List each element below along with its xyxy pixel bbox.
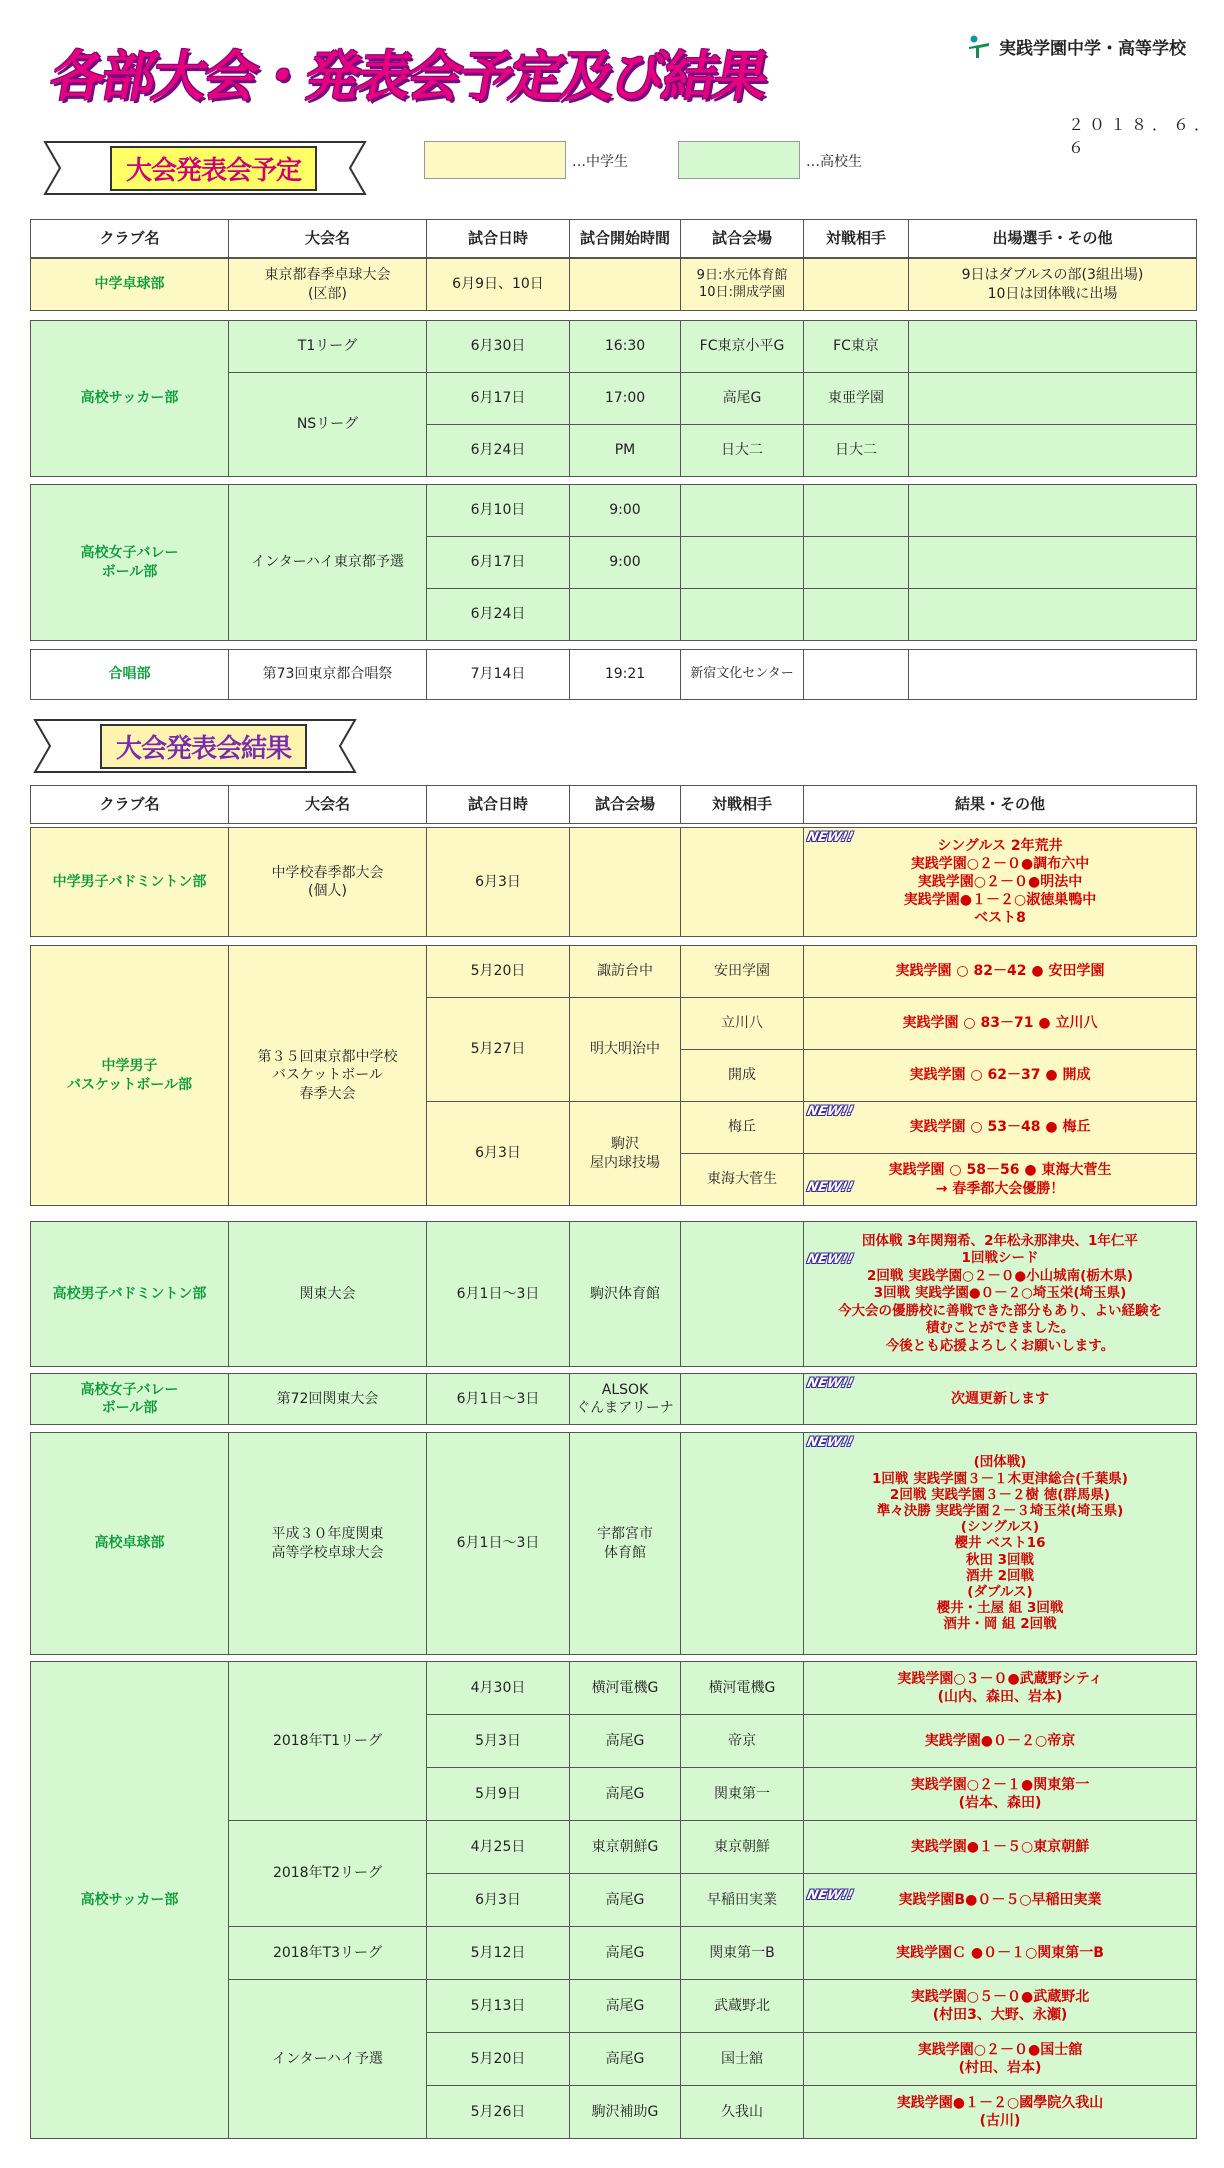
new-badge: NEW!! [805,1888,855,1903]
opponent: 立川八 [681,998,804,1050]
note: 9日はダブルスの部(3組出場) 10日は団体戦に出場 [909,259,1197,311]
result [804,1374,1197,1425]
school-name: 実践学園中学・高等学校 [999,38,1186,59]
col-result: 結果・その他 [804,786,1197,824]
opponent: 横河電機G [681,1662,804,1715]
results-banner [30,718,360,774]
event-name: 2018年T3リーグ [229,1927,427,1980]
opponent: 早稲田実業 [681,1874,804,1927]
venue: ALSOK ぐんまアリーナ [570,1374,681,1425]
opponent [804,259,909,311]
match-date: 5月13日 [427,1980,570,2033]
col-venue: 試合会場 [570,786,681,824]
new-badge: NEW!! [805,1180,855,1195]
club-name: 高校サッカー部 [31,1662,229,2139]
venue: 宇都宮市 体育館 [570,1433,681,1655]
result-ms-badminton [30,827,1197,937]
match-date: 6月1日～3日 [427,1433,570,1655]
venue [681,537,804,589]
event-name: NSリーグ [229,373,427,477]
result: 実践学園○２－０●国士舘 (村田、岩本) [804,2033,1197,2086]
club-name: 中学卓球部 [31,259,229,311]
match-date: 5月27日 [427,998,570,1102]
start-time: 17:00 [570,373,681,425]
legend-ms-label: …中学生 [572,154,628,170]
event-name: 平成３０年度関東 高等学校卓球大会 [229,1433,427,1655]
venue: 東京朝鮮G [570,1821,681,1874]
start-time [570,259,681,311]
result [804,828,1197,937]
venue: 駒沢補助G [570,2086,681,2139]
venue: 日大二 [681,425,804,477]
opponent: 梅丘 [681,1102,804,1154]
result-hs-volleyball [30,1373,1197,1425]
col-date: 試合日時 [427,786,570,824]
result: 実践学園○５－０●武蔵野北 (村田3、大野、永瀬) [804,1980,1197,2033]
venue: 9日:水元体育館 10日:開成学園 [681,259,804,311]
result-hs-soccer [30,1661,1197,2139]
start-time: PM [570,425,681,477]
venue: 高尾G [570,1874,681,1927]
venue: 横河電機G [570,1662,681,1715]
note [909,537,1197,589]
new-badge: NEW!! [805,1104,855,1119]
opponent: 関東第一 [681,1768,804,1821]
match-date: 6月1日～3日 [427,1374,570,1425]
opponent [804,485,909,537]
venue: 高尾G [681,373,804,425]
event-name: 第72回関東大会 [229,1374,427,1425]
opponent: 帝京 [681,1715,804,1768]
club-name: 高校卓球部 [31,1433,229,1655]
match-date: 6月17日 [427,373,570,425]
match-date: 5月12日 [427,1927,570,1980]
col-note: 出場選手・その他 [909,220,1197,258]
results-header-table [30,785,1197,824]
club-name: 高校女子バレー ボール部 [31,1374,229,1425]
result-text: (団体戦) 1回戦 実践学園３－１木更津総合(千葉県) 2回戦 実践学園３－２樹 徳(群馬県) 準々決勝 実践学園２－３埼玉栄(埼玉県) (シングルス) 櫻井 ベスト16 秋田 3回戦 酒井 2回戦 (ダブルス) 櫻井・土屋 組 3回戦 酒井・岡 組 2回戦 [872,1454,1128,1633]
note [909,321,1197,373]
page-title: 各部大会・発表会予定及び結果 [45,45,771,108]
venue: 諏訪台中 [570,946,681,998]
match-date: 5月20日 [427,2033,570,2086]
result: 実践学園●１－５○東京朝鮮 [804,1821,1197,1874]
note [909,650,1197,700]
new-badge: NEW!! [805,1435,855,1450]
match-date: 6月30日 [427,321,570,373]
match-date: 6月10日 [427,485,570,537]
note [909,485,1197,537]
result: 実践学園○３－０●武蔵野シティ (山内、森田、岩本) [804,1662,1197,1715]
start-time: 9:00 [570,485,681,537]
match-date: 6月24日 [427,589,570,641]
result-text: 次週更新します [951,1390,1049,1407]
legend-ms-swatch [424,141,566,179]
result [804,1433,1197,1655]
event-name: 関東大会 [229,1222,427,1367]
schedule-header-table [30,219,1197,258]
venue [570,828,681,937]
result: 実践学園●０－２○帝京 [804,1715,1197,1768]
result: 実践学園○２－１●関東第一 (岩本、森田) [804,1768,1197,1821]
event-name: 2018年T2リーグ [229,1821,427,1927]
match-date: 6月3日 [427,1874,570,1927]
result [804,1222,1197,1367]
match-date: 4月30日 [427,1662,570,1715]
match-date: 6月3日 [427,1102,570,1206]
start-time: 9:00 [570,537,681,589]
opponent: FC東京 [804,321,909,373]
club-name: 中学男子 バスケットボール部 [31,946,229,1206]
opponent: 日大二 [804,425,909,477]
result: 実践学園Ｃ ●０－１○関東第一B [804,1927,1197,1980]
event-name: 第73回東京都合唱祭 [229,650,427,700]
schedule-banner [40,140,370,196]
col-opponent: 対戦相手 [804,220,909,258]
venue: 駒沢 屋内球技場 [570,1102,681,1206]
col-opponent: 対戦相手 [681,786,804,824]
result-hs-badminton [30,1221,1197,1367]
result-text: シングルス 2年荒井 実践学園○２－０●調布六中 実践学園○２－０●明法中 実践学園●１－２○淑徳巣鴨中 ベスト8 [903,837,1097,927]
event-name: インターハイ東京都予選 [229,485,427,641]
school-mark-icon [965,33,993,59]
opponent: 東海大菅生 [681,1154,804,1206]
match-date: 5月26日 [427,2086,570,2139]
venue: 高尾G [570,1768,681,1821]
opponent [681,1222,804,1367]
venue: 明大明治中 [570,998,681,1102]
result [804,1874,1197,1927]
match-date: 4月25日 [427,1821,570,1874]
event-name: 中学校春季都大会 (個人) [229,828,427,937]
venue [681,589,804,641]
result [804,1154,1197,1206]
start-time: 16:30 [570,321,681,373]
result-text: 実践学園B●０－５○早稲田実業 [898,1891,1102,1908]
event-name: インターハイ予選 [229,1980,427,2139]
schedule-banner-text: 大会発表会予定 [110,146,317,191]
note [909,425,1197,477]
results-banner-text: 大会発表会結果 [100,724,307,769]
update-date: ２０１８．６．６ [1068,115,1216,157]
opponent [804,537,909,589]
schedule-hs-volleyball [30,484,1197,641]
venue: 高尾G [570,1927,681,1980]
opponent: 国士舘 [681,2033,804,2086]
venue: 高尾G [570,1980,681,2033]
event-name: T1リーグ [229,321,427,373]
match-date: 6月24日 [427,425,570,477]
event-name: 東京都春季卓球大会 (区部) [229,259,427,311]
col-event: 大会名 [229,786,427,824]
match-date: 6月9日、10日 [427,259,570,311]
event-name: 第３５回東京都中学校 バスケットボール 春季大会 [229,946,427,1206]
opponent: 関東第一B [681,1927,804,1980]
opponent: 久我山 [681,2086,804,2139]
club-name: 中学男子バドミントン部 [31,828,229,937]
opponent: 東亜学園 [804,373,909,425]
opponent [804,650,909,700]
schedule-ms-tabletennis [30,258,1197,311]
result: 実践学園 ○ 62－37 ● 開成 [804,1050,1197,1102]
result-text: 実践学園 ○ 53－48 ● 梅丘 [909,1119,1091,1136]
result: 実践学園 ○ 82－42 ● 安田学園 [804,946,1197,998]
match-date: 5月20日 [427,946,570,998]
opponent: 開成 [681,1050,804,1102]
opponent [804,589,909,641]
club-name: 高校サッカー部 [31,321,229,477]
result-ms-basketball [30,945,1197,1206]
col-venue: 試合会場 [681,220,804,258]
col-event: 大会名 [229,220,427,258]
opponent [681,828,804,937]
result: 実践学園●１－２○國學院久我山 (古川) [804,2086,1197,2139]
note [909,373,1197,425]
venue: 高尾G [570,1715,681,1768]
col-club: クラブ名 [31,786,229,824]
schedule-chorus [30,649,1197,700]
venue: 駒沢体育館 [570,1222,681,1367]
schedule-hs-soccer [30,320,1197,477]
match-date: 5月3日 [427,1715,570,1768]
opponent [681,1433,804,1655]
new-badge: NEW!! [805,830,855,845]
col-time: 試合開始時間 [570,220,681,258]
result: 実践学園 ○ 83－71 ● 立川八 [804,998,1197,1050]
club-name: 高校男子バドミントン部 [31,1222,229,1367]
match-date: 5月9日 [427,1768,570,1821]
start-time: 19:21 [570,650,681,700]
club-name: 高校女子バレー ボール部 [31,485,229,641]
school-logo [965,33,1186,59]
venue [681,485,804,537]
venue: 新宿文化センター [681,650,804,700]
club-name: 合唱部 [31,650,229,700]
result-text: 実践学園 ○ 58－56 ● 東海大菅生 → 春季都大会優勝！ [888,1162,1112,1197]
opponent: 東京朝鮮 [681,1821,804,1874]
venue: 高尾G [570,2033,681,2086]
result [804,1102,1197,1154]
legend-hs-swatch [678,141,800,179]
opponent: 武蔵野北 [681,1980,804,2033]
legend-hs-label: …高校生 [806,154,862,170]
match-date: 6月3日 [427,828,570,937]
col-club: クラブ名 [31,220,229,258]
match-date: 6月1日～3日 [427,1222,570,1367]
result-text: 団体戦 3年関翔希、2年松永那津央、1年仁平 1回戦シード 2回戦 実践学園○２－０●小山城南(栃木県) 3回戦 実践学園●０－２○埼玉栄(埼玉県) 今大会の優勝校に善戦できた部分もあり、よい経験を 積むことができました。 今後とも応援よろしくお願いします。 [838,1232,1162,1354]
match-date: 7月14日 [427,650,570,700]
new-badge: NEW!! [805,1252,855,1267]
venue: FC東京小平G [681,321,804,373]
note [909,589,1197,641]
opponent: 安田学園 [681,946,804,998]
event-name: 2018年T1リーグ [229,1662,427,1821]
result-hs-tabletennis [30,1432,1197,1655]
new-badge: NEW!! [805,1376,855,1391]
start-time [570,589,681,641]
opponent [681,1374,804,1425]
col-date: 試合日時 [427,220,570,258]
match-date: 6月17日 [427,537,570,589]
